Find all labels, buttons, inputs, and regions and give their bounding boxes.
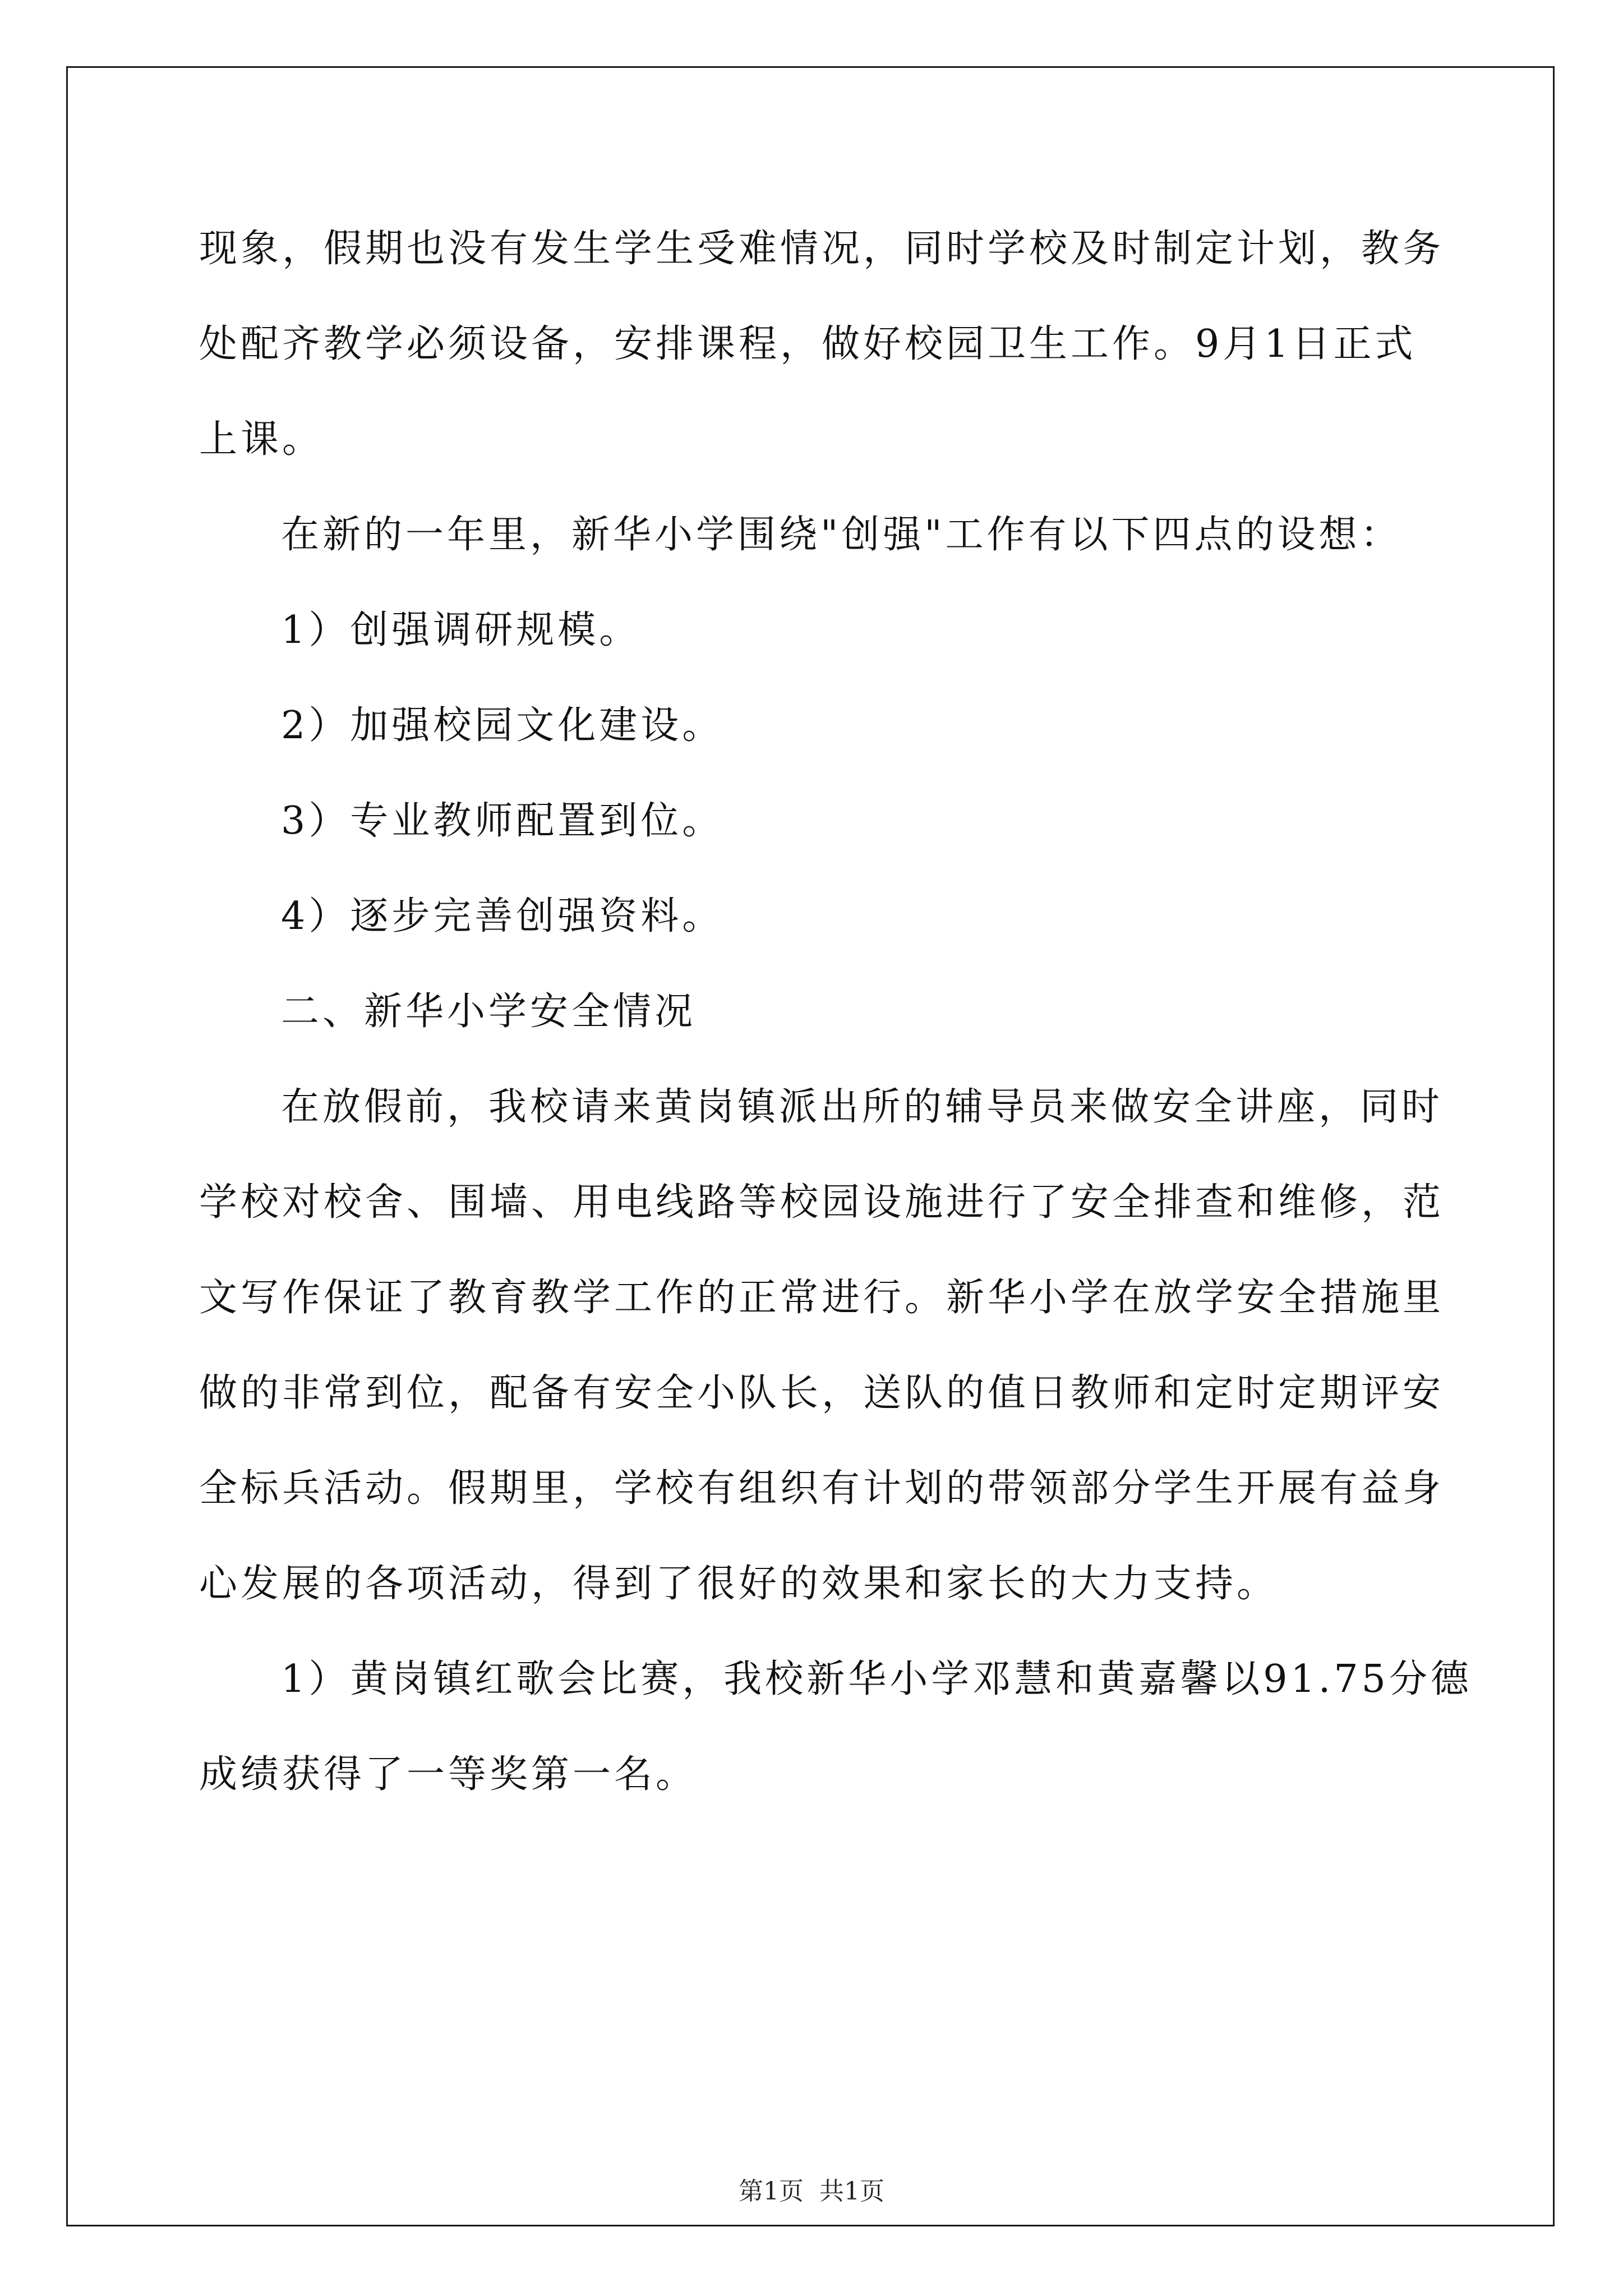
list-item: 3）专业教师配置到位。 [281, 799, 724, 843]
paragraph-line: 在新的一年里，新华小学围绕"创强"工作有以下四点的设想： [281, 513, 1402, 557]
paragraph-line: 在放假前，我校请来黄岗镇派出所的辅导员来做安全讲座，同时 [281, 1085, 1444, 1129]
paragraph-line: 心发展的各项活动，得到了很好的效果和家长的大力支持。 [199, 1562, 1279, 1606]
paragraph-line: 做的非常到位，配备有安全小队长，送队的值日教师和定时定期评安 [199, 1371, 1445, 1415]
paragraph-line: 上课。 [199, 417, 324, 462]
list-item: 1）创强调研规模。 [281, 608, 641, 652]
paragraph-line: 处配齐教学必须设备，安排课程，做好校园卫生工作。9月1日正式 [199, 322, 1417, 366]
paragraph-line: 全标兵活动。假期里，学校有组织有计划的带领部分学生开展有益身 [199, 1466, 1445, 1511]
list-item: 4）逐步完善创强资料。 [281, 894, 724, 938]
list-item: 1）黄岗镇红歌会比赛，我校新华小学邓慧和黄嘉馨以91.75分德 [281, 1657, 1472, 1701]
paragraph-line: 现象，假期也没有发生学生受难情况，同时学校及时制定计划，教务 [199, 227, 1445, 271]
paragraph-line: 文写作保证了教育教学工作的正常进行。新华小学在放学安全措施里 [199, 1276, 1445, 1320]
paragraph-line: 成绩获得了一等奖第一名。 [199, 1752, 698, 1797]
section-heading: 二、新华小学安全情况 [281, 990, 697, 1034]
paragraph-line: 学校对校舍、围墙、用电线路等校园设施进行了安全排查和维修，范 [199, 1180, 1445, 1225]
list-item: 2）加强校园文化建设。 [281, 703, 724, 748]
page-border [66, 66, 1555, 2226]
page-number: 第1页 共1页 [739, 2177, 884, 2206]
